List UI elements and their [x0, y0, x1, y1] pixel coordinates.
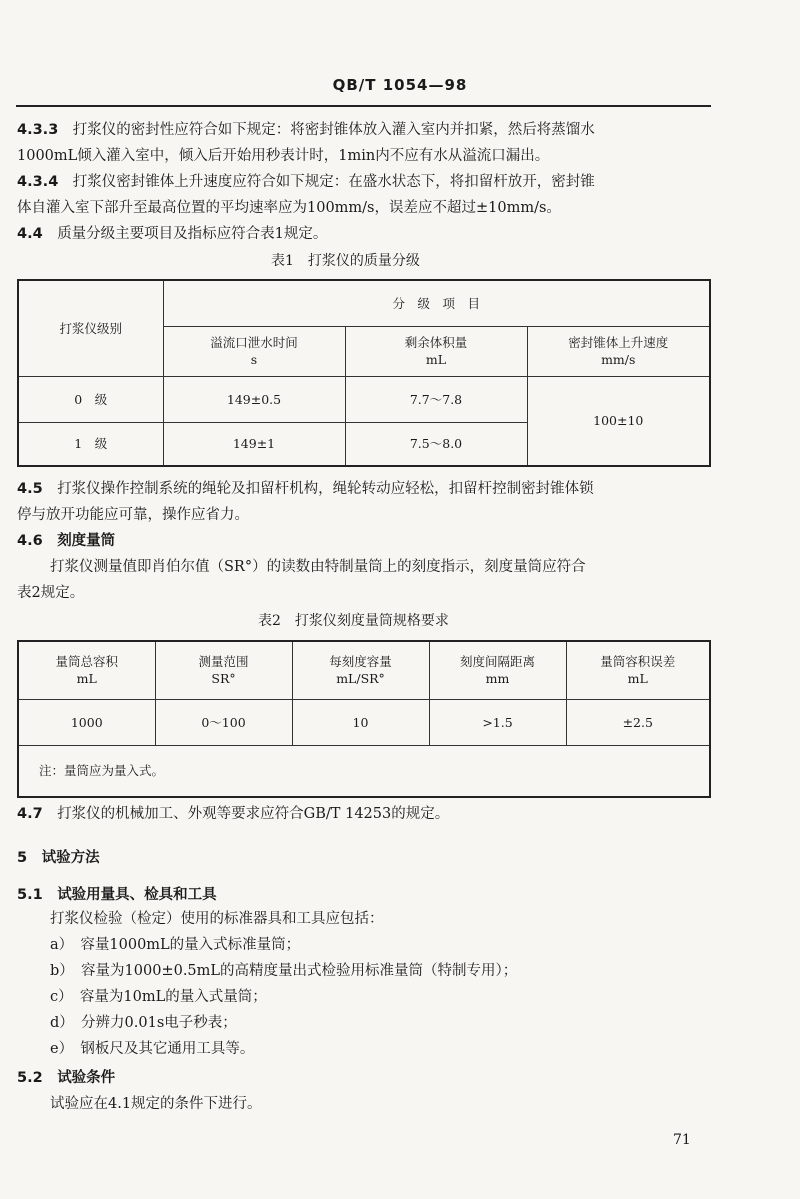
- clause-text: 打浆仪密封锥体上升速度应符合如下规定：在盛水状态下，将扣留杆放开，密封锥: [72, 174, 595, 190]
- col-name: 溢流口泄水时间: [210, 335, 298, 350]
- clause-number: 4.5: [17, 481, 43, 497]
- col-name: 每刻度容量: [329, 654, 392, 670]
- graduated-cylinder-table: [17, 640, 711, 798]
- col-unit: mL: [627, 671, 648, 687]
- clause-number: 4.3.3: [17, 122, 59, 138]
- list-marker: b）: [50, 963, 67, 979]
- clause-text: 质量分级主要项目及指标应符合表1规定。: [57, 226, 328, 242]
- col-name: 刻度间隔距离: [459, 654, 535, 670]
- total-volume-cell: 1000: [18, 699, 155, 745]
- clause-4-3-4-line1: [17, 172, 595, 192]
- list-text: 容量为10mL的量入式量筒；: [79, 989, 267, 1005]
- table-row: [18, 376, 710, 422]
- clause-number: 4.6: [17, 533, 43, 549]
- residual-volume-cell: 7.7～7.8: [345, 376, 527, 422]
- list-text: 容量1000mL的量入式标准量筒；: [80, 937, 301, 953]
- table2-note: 注：量筒应为量入式。: [18, 745, 710, 797]
- list-item: [50, 1039, 254, 1059]
- clause-4-3-3-line1: [17, 120, 595, 140]
- clause-text: 打浆仪的机械加工、外观等要求应符合GB/T 14253的规定。: [57, 806, 450, 822]
- col-unit: SR°: [211, 671, 236, 687]
- col-unit: mm: [485, 671, 510, 687]
- clause-4-7: [17, 804, 449, 824]
- grade-cell: 0 级: [18, 376, 163, 422]
- list-text: 分辨力0.01s电子秒表；: [81, 1015, 237, 1031]
- col-header-range: [155, 641, 292, 699]
- grading-items-header: 分 级 项 目: [163, 280, 710, 326]
- col-header-rise-speed: [527, 326, 710, 376]
- section-5-heading: [17, 848, 100, 868]
- grade-cell: 1 级: [18, 422, 163, 466]
- col-header-per-division: [292, 641, 429, 699]
- section-title: 试验方法: [41, 849, 100, 866]
- list-marker: c）: [50, 989, 66, 1005]
- list-item: [50, 987, 267, 1007]
- drain-time-cell: 149±0.5: [163, 376, 345, 422]
- clause-title: 试验条件: [57, 1069, 116, 1086]
- page-number: 71: [673, 1132, 691, 1148]
- clause-5-1-title: [17, 885, 217, 905]
- col-header-drain-time: [163, 326, 345, 376]
- header-rule: [16, 105, 711, 107]
- list-item: [50, 1013, 237, 1033]
- list-item: [50, 961, 517, 981]
- clause-4-6-title: [17, 531, 115, 551]
- clause-4-6-line2: 表2规定。: [17, 585, 85, 601]
- clause-number: 4.3.4: [17, 174, 59, 190]
- col-name: 测量范围: [198, 654, 249, 670]
- quality-grade-table: [17, 279, 711, 467]
- col-unit: mL: [425, 352, 447, 367]
- clause-number: 4.4: [17, 226, 43, 242]
- col-header-residual-volume: [345, 326, 527, 376]
- col-unit: mm/s: [601, 352, 636, 367]
- section-number: 5: [17, 850, 28, 866]
- col-header-spacing: [429, 641, 566, 699]
- clause-4-6-line1: 打浆仪测量值即肖伯尔值（SR°）的读数由特制量筒上的刻度指示，刻度量筒应符合: [50, 559, 586, 575]
- clause-4-3-4-line2: 体自灌入室下部升至最高位置的平均速率应为100mm/s，误差应不超过±10mm/s。: [17, 200, 561, 216]
- list-marker: d）: [50, 1015, 67, 1031]
- col-name: 量筒容积误差: [600, 654, 676, 670]
- clause-text: 打浆仪操作控制系统的绳轮及扣留杆机构，绳轮转动应轻松，扣留杆控制密封锥体锁: [57, 481, 594, 497]
- clause-4-3-3-line2: 1000mL倾入灌入室中，倾入后开始用秒表计时，1min内不应有水从溢流口漏出。: [17, 148, 550, 164]
- per-division-cell: 10: [292, 699, 429, 745]
- clause-4-5-line1: [17, 479, 594, 499]
- col-name: 剩余体积量: [404, 335, 468, 350]
- clause-text: 打浆仪的密封性应符合如下规定：将密封锥体放入灌入室内并扣紧，然后将蒸馏水: [72, 122, 595, 138]
- list-marker: e）: [50, 1041, 66, 1057]
- clause-number: 5.2: [17, 1070, 43, 1086]
- col-header-total-volume: [18, 641, 155, 699]
- clause-title: 刻度量筒: [57, 532, 116, 549]
- clause-number: 4.7: [17, 806, 43, 822]
- range-cell: 0～100: [155, 699, 292, 745]
- list-marker: a）: [50, 937, 66, 953]
- col-name: 密封锥体上升速度: [568, 335, 669, 350]
- col-unit: mL/SR°: [336, 671, 385, 687]
- table1-caption: 表1 打浆仪的质量分级: [271, 253, 420, 269]
- clause-4-4: [17, 224, 327, 244]
- clause-5-2-title: [17, 1068, 115, 1088]
- grade-row-header: 打浆仪级别: [18, 280, 163, 376]
- clause-5-2-text: 试验应在4.1规定的条件下进行。: [50, 1096, 262, 1112]
- clause-5-1-intro: 打浆仪检验（检定）使用的标准器具和工具应包括：: [50, 911, 384, 927]
- list-text: 钢板尺及其它通用工具等。: [80, 1041, 255, 1057]
- rise-speed-cell: 100±10: [527, 376, 710, 466]
- clause-4-5-line2: 停与放开功能应可靠，操作应省力。: [17, 507, 249, 523]
- list-text: 容量为1000±0.5mL的高精度量出式检验用标准量筒（特制专用）；: [81, 963, 518, 979]
- col-unit: mL: [76, 671, 97, 687]
- col-unit: s: [250, 352, 258, 367]
- col-name: 量筒总容积: [55, 654, 118, 670]
- drain-time-cell: 149±1: [163, 422, 345, 466]
- col-header-volume-error: [566, 641, 710, 699]
- table-row: [18, 699, 710, 745]
- residual-volume-cell: 7.5～8.0: [345, 422, 527, 466]
- list-item: [50, 935, 300, 955]
- standard-code-header: QB/T 1054—98: [332, 76, 468, 94]
- spacing-cell: >1.5: [429, 699, 566, 745]
- volume-error-cell: ±2.5: [566, 699, 710, 745]
- table2-caption: 表2 打浆仪刻度量筒规格要求: [258, 613, 449, 629]
- clause-number: 5.1: [17, 887, 43, 903]
- clause-title: 试验用量具、检具和工具: [57, 886, 217, 903]
